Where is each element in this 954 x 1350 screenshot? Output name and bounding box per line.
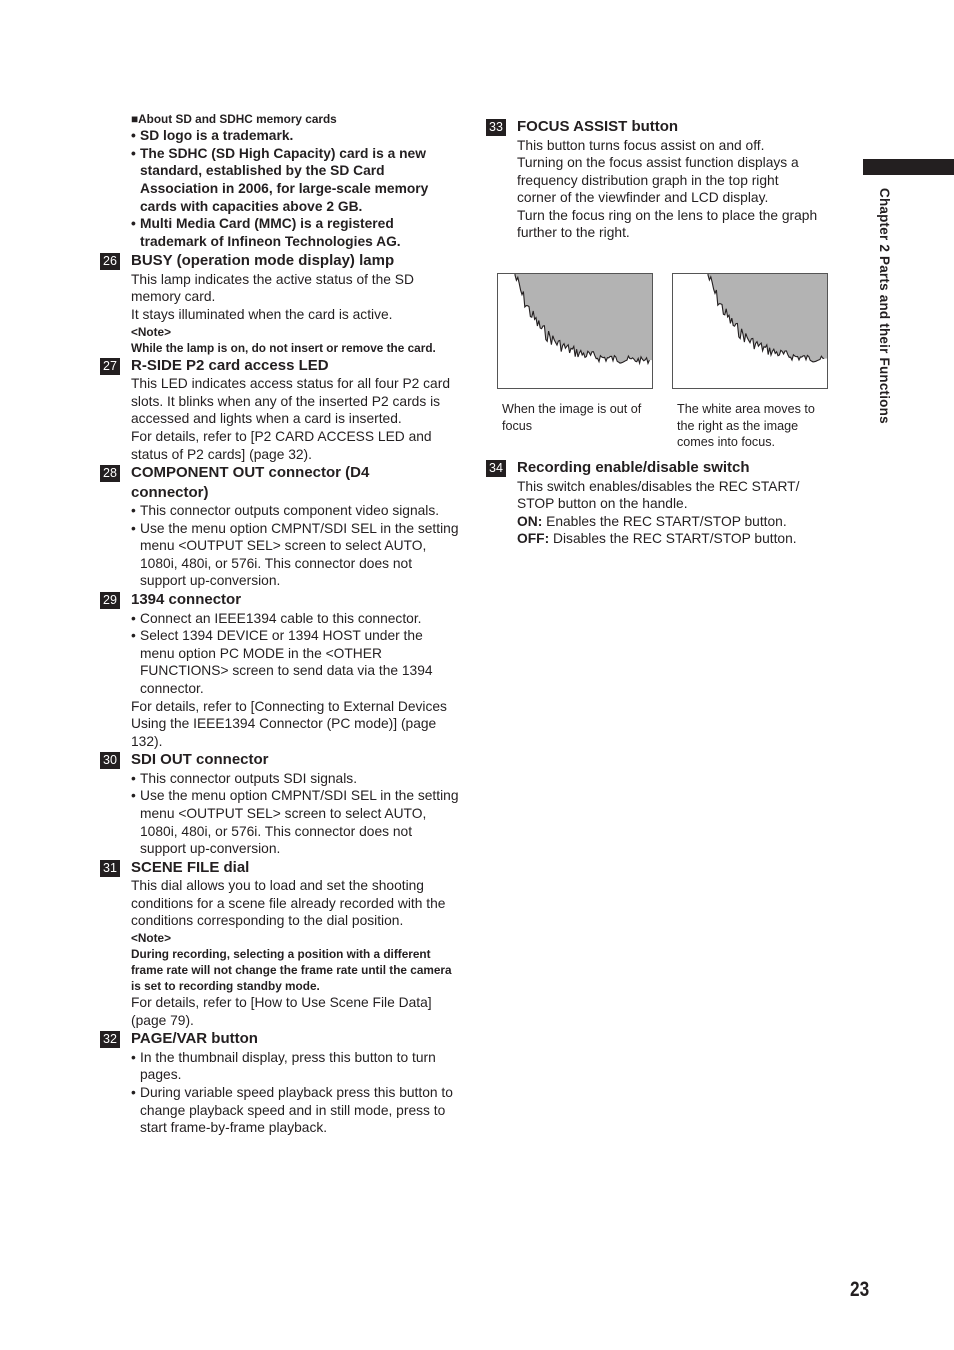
sd-cards-bullet: • SD logo is a trademark. <box>131 127 460 145</box>
figure-out-of-focus <box>497 273 653 434</box>
section-number: 28 <box>100 465 120 482</box>
sd-cards-note-title: ■About SD and SDHC memory cards <box>131 112 337 126</box>
note-text: While the lamp is on, do not insert or remove the card. <box>131 340 436 355</box>
left-column <box>100 111 460 1137</box>
section-28 <box>100 463 460 590</box>
on-text: Enables the REC START/STOP button. <box>542 513 787 529</box>
section-number: 33 <box>486 119 506 136</box>
section-number: 27 <box>100 358 120 375</box>
section-text: This switch enables/disables the REC START/ STOP button on the handle. <box>517 478 800 512</box>
section-title: 1394 connector <box>131 591 242 609</box>
chapter-tab-bar <box>863 159 954 175</box>
section-text: It stays illuminated when the card is active. <box>131 307 393 323</box>
section-text: This lamp indicates the active status of the SD memory card. <box>131 271 414 305</box>
section-number: 30 <box>100 752 120 769</box>
section-text: This button turns focus assist on and off. <box>517 137 765 153</box>
figure-caption: When the image is out of focus <box>502 402 642 433</box>
section-title: Recording enable/disable switch <box>517 459 750 477</box>
section-number: 34 <box>486 460 506 477</box>
on-label: ON: <box>517 513 543 529</box>
focus-assist-figures <box>486 273 846 461</box>
chapter-side-label: Chapter 2 Parts and their Functions <box>877 188 892 424</box>
section-title: SCENE FILE dial <box>131 858 250 876</box>
section-title: FOCUS ASSIST button <box>517 118 679 135</box>
note-label: <Note> <box>131 931 171 946</box>
bullet-item: • This connector outputs component video signals. <box>131 502 460 520</box>
section-text: Turn the focus ring on the lens to place the graph further to the right. <box>517 207 818 241</box>
on-description <box>517 513 846 531</box>
section-title: R-SIDE P2 card access LED <box>131 356 329 374</box>
section-30 <box>100 750 460 857</box>
section-text: Turning on the focus assist function displays a frequency distribution graph in the top right corner of the viewfinder and LCD display. <box>517 155 799 206</box>
sd-cards-bullet: • The SDHC (SD High Capacity) card is a new standard, established by the SD Card Association in 2006, for large-scale memory cards with capacities above 2 GB. <box>131 145 460 215</box>
page-number: 23 <box>850 1278 870 1301</box>
section-title: BUSY (operation mode display) lamp <box>131 252 395 270</box>
section-text: For details, refer to [P2 CARD ACCESS LED and status of P2 cards] (page 32). <box>131 428 432 462</box>
off-label: OFF: <box>517 531 550 547</box>
bullet-item: • Select 1394 DEVICE or 1394 HOST under the menu option PC MODE in the <OTHER FUNCTIONS> screen to send data via the 1394 connector. <box>131 627 460 697</box>
section-number: 31 <box>100 860 120 877</box>
section-text: For details, refer to [Connecting to External Devices Using the IEEE1394 Connector (PC mode)] (page 132). <box>131 698 447 749</box>
section-text: This LED indicates access status for all four P2 card slots. It blinks when any of the inserted P2 cards is accessed and lights when a card is inserted. <box>131 376 450 427</box>
section-34 <box>486 458 846 548</box>
focus-graph-out-of-focus <box>497 273 654 390</box>
figure-caption: The white area moves to the right as the image comes into focus. <box>677 402 815 450</box>
note-text: During recording, selecting a position with a different frame rate will not change the frame rate until the camera is set to recording standby mode. <box>131 947 452 994</box>
section-text: This dial allows you to load and set the shooting conditions for a scene file already recorded with the conditions corresponding to the dial position. <box>131 878 446 929</box>
section-29 <box>100 590 460 750</box>
section-26 <box>100 251 460 355</box>
section-number: 32 <box>100 1031 120 1048</box>
figure-in-focus <box>672 273 828 451</box>
bullet-item: • This connector outputs SDI signals. <box>131 770 460 788</box>
sd-cards-bullet: • Multi Media Card (MMC) is a registered trademark of Infineon Technologies AG. <box>131 215 460 250</box>
bullet-item: • Use the menu option CMPNT/SDI SEL in the setting menu <OUTPUT SEL> screen to select AUTO, 1080i, 480i, or 576i. This connector does not support up-conversion. <box>131 520 460 590</box>
off-text: Disables the REC START/STOP button. <box>549 531 797 547</box>
note-label: <Note> <box>131 324 171 339</box>
bullet-item: • In the thumbnail display, press this button to turn pages. <box>131 1049 460 1084</box>
off-description <box>517 530 846 548</box>
bullet-item: • Connect an IEEE1394 cable to this connector. <box>131 610 460 628</box>
section-text: For details, refer to [How to Use Scene File Data] (page 79). <box>131 995 432 1028</box>
section-title: SDI OUT connector <box>131 751 269 769</box>
section-number: 26 <box>100 253 120 270</box>
section-title: PAGE/VAR button <box>131 1030 258 1048</box>
section-33 <box>486 117 846 242</box>
bullet-item: • Use the menu option CMPNT/SDI SEL in the setting menu <OUTPUT SEL> screen to select AUTO, 1080i, 480i, or 576i. This connector does not support up-conversion. <box>131 787 460 857</box>
section-31 <box>100 858 460 1029</box>
section-27 <box>100 356 460 463</box>
section-32 <box>100 1029 460 1136</box>
bullet-item: • During variable speed playback press this button to change playback speed and in still mode, press to start frame-by-frame playback. <box>131 1084 460 1137</box>
section-title: COMPONENT OUT connector (D4 connector) <box>131 464 370 501</box>
right-column <box>486 117 846 548</box>
section-number: 29 <box>100 592 120 609</box>
focus-graph-in-focus <box>672 273 829 390</box>
sd-cards-note <box>131 111 460 250</box>
